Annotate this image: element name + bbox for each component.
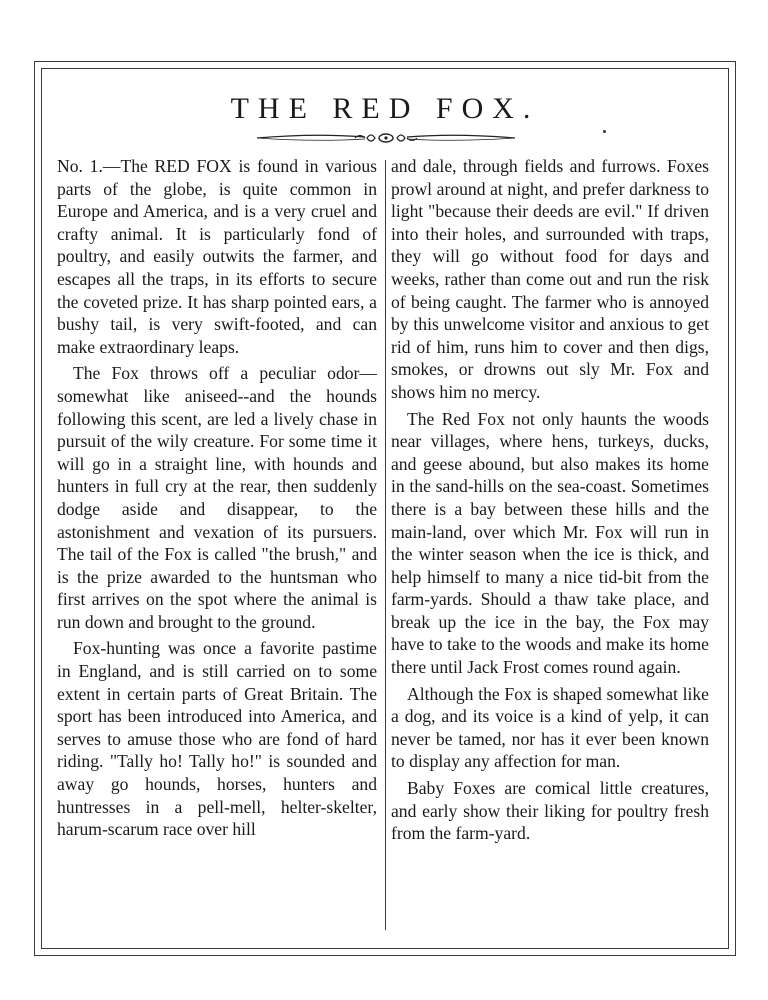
paragraph: Although the Fox is shaped somewhat like a dog, and its voice is a kind of yelp, it can never be tamed, nor has it ever been known to display any affection for man.	[391, 683, 709, 772]
decorative-scroll-divider-icon	[255, 128, 517, 148]
ink-speck	[603, 130, 606, 133]
paragraph: The Fox throws off a peculiar odor—somewhat like aniseed--and the hounds following this scent, are led a lively chase in pursuit of the wily creature. For some time it will go in a straight line, with hounds and hunters in full cry at the rear, then suddenly dodge aside and disappear, to the astonishment and vexation of its pursuers. The tail of the Fox is called "the brush," and is the prize awarded to the huntsman who first arrives on the spot where the animal is run down and brought to the ground.	[57, 363, 377, 632]
paragraph: Baby Foxes are comical little creatures, and early show their liking for poultry fresh from the farm-yard.	[391, 778, 709, 844]
paragraph: Fox-hunting was once a favorite pastime in England, and is still carried on to some extent in certain parts of Great Britain. The sport has been introduced into America, and serves to amuse those who are fond of hard riding. "Tally ho! Tally ho!" is sounded and away go hounds, horses, hunters and huntresses in a pell-mell, helter-skelter, harum-scarum race over hill	[57, 638, 377, 840]
column-divider	[385, 160, 386, 930]
left-column	[57, 155, 377, 845]
right-column	[391, 155, 709, 849]
paragraph: and dale, through fields and furrows. Foxes prowl around at night, and prefer darkness to light "because their deeds are evil." If driven into their holes, and surrounded with traps, they will go without food for days and weeks, rather than come out and run the risk of being caught. The farmer who is annoyed by this unwelcome visitor and anxious to get rid of him, runs him to cover and then digs, smokes, or drowns out sly Mr. Fox and shows him no mercy.	[391, 156, 709, 402]
paragraph: The Red Fox not only haunts the woods near villages, where hens, turkeys, ducks, and geese abound, but also makes its home in the sand-hills on the sea-coast. Sometimes there is a bay between these hills and the main-land, over which Mr. Fox will run in the winter season when the ice is thick, and help himself to many a nice tid-bit from the farm-yards. Should a thaw take place, and break up the ice in the bay, the Fox may have to take to the woods and make its home there until Jack Frost comes round again.	[391, 408, 709, 678]
paragraph: No. 1.—The RED FOX is found in various parts of the globe, is quite common in Europe and America, and is a very cruel and crafty animal. It is particularly fond of poultry, and easily outwits the farmer, and escapes all the traps, in its efforts to secure the coveted prize. It has sharp pointed ears, a bushy tail, is very swift-footed, and can make extraordinary leaps.	[57, 156, 377, 357]
page-title: THE RED FOX.	[230, 92, 540, 125]
